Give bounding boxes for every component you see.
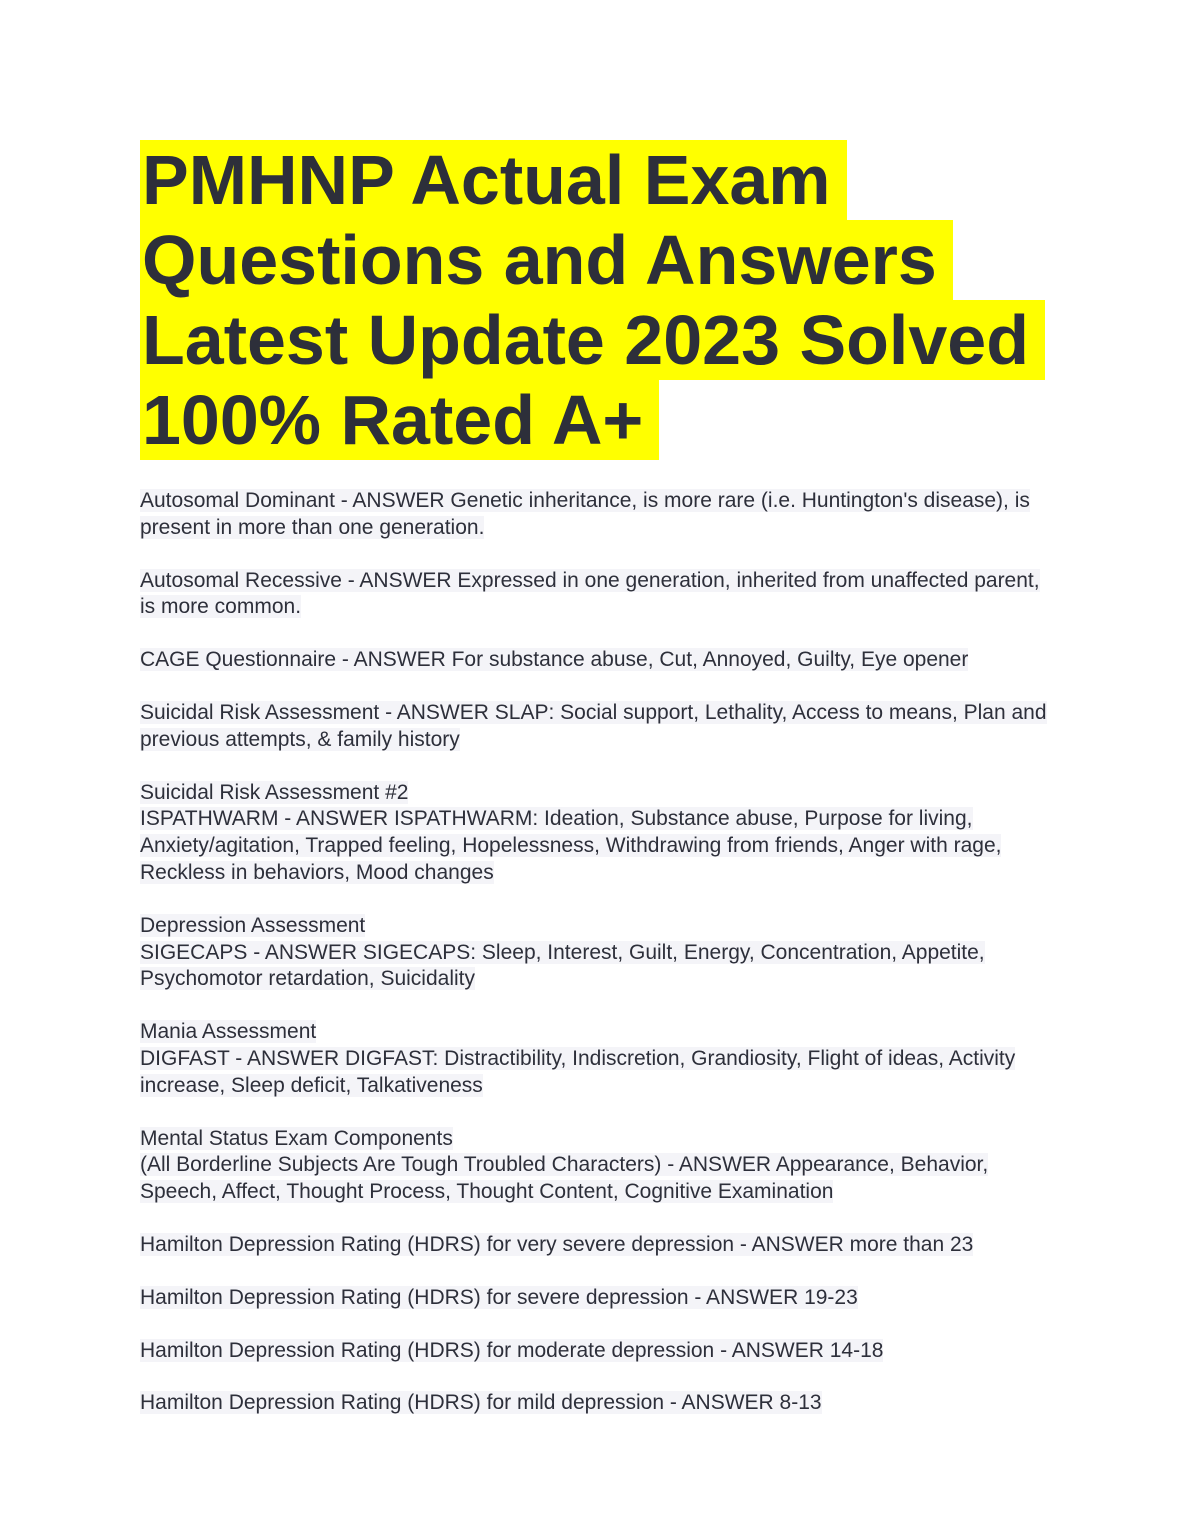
title-line-2: Questions and Answers [140,220,953,300]
qa-text: Suicidal Risk Assessment - ANSWER SLAP: Social support, Lethality, Access to means, Plan and previous attempts, & family history [140,700,1047,751]
qa-text: Depression Assessment SIGECAPS - ANSWER SIGECAPS: Sleep, Interest, Guilt, Energy, Concentration, Appetite, Psychomotor retardation, Suicidality [140,913,985,991]
qa-text: Suicidal Risk Assessment #2 ISPATHWARM - ANSWER ISPATHWARM: Ideation, Substance abuse, Purpose for living, Anxiety/agitation, Trapped feeling, Hopelessness, Withdrawing from friends, Anger with rage, Reckless in behaviors, Mood changes [140,780,1002,884]
qa-entry-hdrs-severe [140,1285,1060,1312]
qa-entry-depression-sigecaps [140,913,1060,993]
qa-entry-autosomal-dominant [140,488,1060,542]
qa-entry-suicidal-risk-slap [140,700,1060,754]
qa-entry-autosomal-recessive [140,568,1060,622]
title-line-3: Latest Update 2023 Solved [140,300,1045,380]
document-title [140,140,1080,460]
qa-text: Hamilton Depression Rating (HDRS) for severe depression - ANSWER 19-23 [140,1285,858,1309]
qa-list [140,488,1060,1443]
qa-text: Autosomal Dominant - ANSWER Genetic inheritance, is more rare (i.e. Huntington's disease), is present in more than one generation. [140,489,1030,539]
qa-entry-cage-questionnaire [140,647,1060,674]
qa-entry-mental-status-exam [140,1126,1060,1206]
qa-text: Hamilton Depression Rating (HDRS) for mild depression - ANSWER 8-13 [140,1391,822,1415]
qa-text: Mania Assessment DIGFAST - ANSWER DIGFAST: Distractibility, Indiscretion, Grandiosity, Flight of ideas, Activity increase, Sleep deficit, Talkativeness [140,1020,1016,1097]
qa-text: CAGE Questionnaire - ANSWER For substance abuse, Cut, Annoyed, Guilty, Eye opener [140,648,969,672]
title-line-1: PMHNP Actual Exam [140,140,847,220]
qa-text: Mental Status Exam Components (All Borderline Subjects Are Tough Troubled Characters) - ANSWER Appearance, Behavior, Speech, Affect, Thought Process, Thought Content, Cognitive Examination [140,1126,989,1204]
qa-text: Hamilton Depression Rating (HDRS) for moderate depression - ANSWER 14-18 [140,1338,884,1362]
qa-entry-hdrs-mild [140,1390,1060,1417]
qa-text: Autosomal Recessive - ANSWER Expressed in one generation, inherited from unaffected parent, is more common. [140,568,1040,619]
qa-entry-suicidal-risk-ispathwarm [140,780,1060,887]
qa-entry-hdrs-moderate [140,1338,1060,1365]
qa-entry-mania-digfast [140,1019,1060,1099]
qa-entry-hdrs-very-severe [140,1232,1060,1259]
title-line-4: 100% Rated A+ [140,380,659,460]
qa-text: Hamilton Depression Rating (HDRS) for very severe depression - ANSWER more than 23 [140,1232,974,1256]
